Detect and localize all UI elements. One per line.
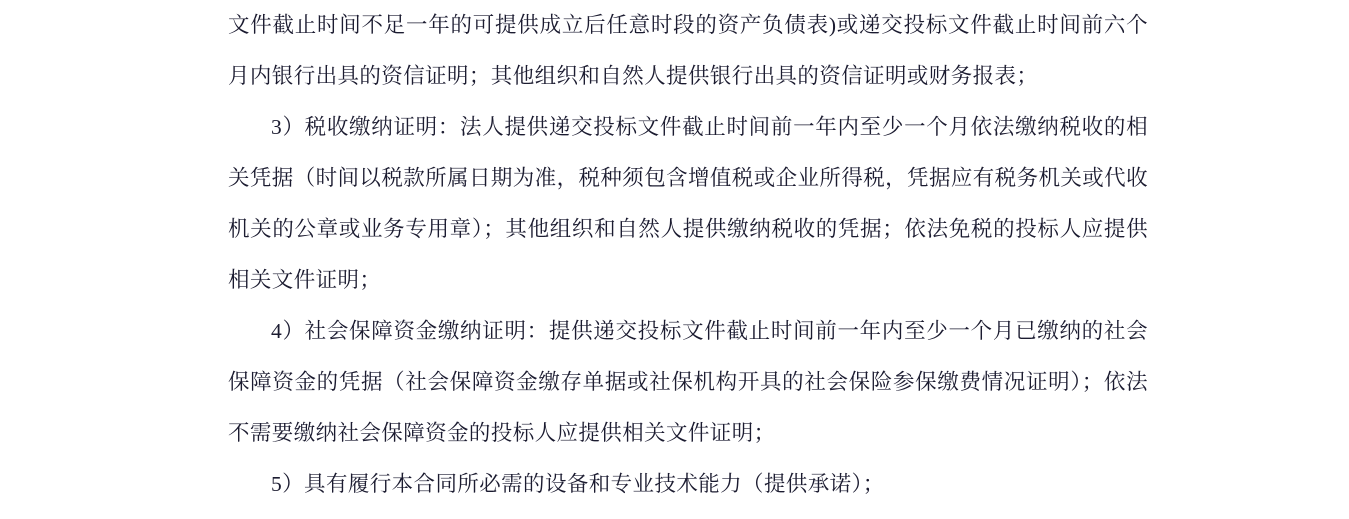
paragraph-social-security-proof: 4）社会保障资金缴纳证明：提供递交投标文件截止时间前一年内至少一个月已缴纳的社会保障资金的凭据（社会保障资金缴存单据或社保机构开具的社会保险参保缴费情况证明）；依法不需要缴纳社会保障资金的投标人应提供相关文件证明；: [228, 319, 1148, 445]
document-text-body: [228, 0, 1148, 510]
paragraph-equipment-capability: 5）具有履行本合同所必需的设备和专业技术能力（提供承诺）；: [271, 472, 885, 496]
paragraph-financial-credit: 文件截止时间不足一年的可提供成立后任意时段的资产负债表)或递交投标文件截止时间前六个月内银行出具的资信证明；其他组织和自然人提供银行出具的资信证明或财务报表；: [228, 13, 1148, 88]
paragraph-tax-payment-proof: 3）税收缴纳证明：法人提供递交投标文件截止时间前一年内至少一个月依法缴纳税收的相关凭据（时间以税款所属日期为准，税种须包含增值税或企业所得税，凭据应有税务机关或代收机关的公章或业务专用章）；其他组织和自然人提供缴纳税收的凭据；依法免税的投标人应提供相关文件证明；: [228, 115, 1148, 292]
